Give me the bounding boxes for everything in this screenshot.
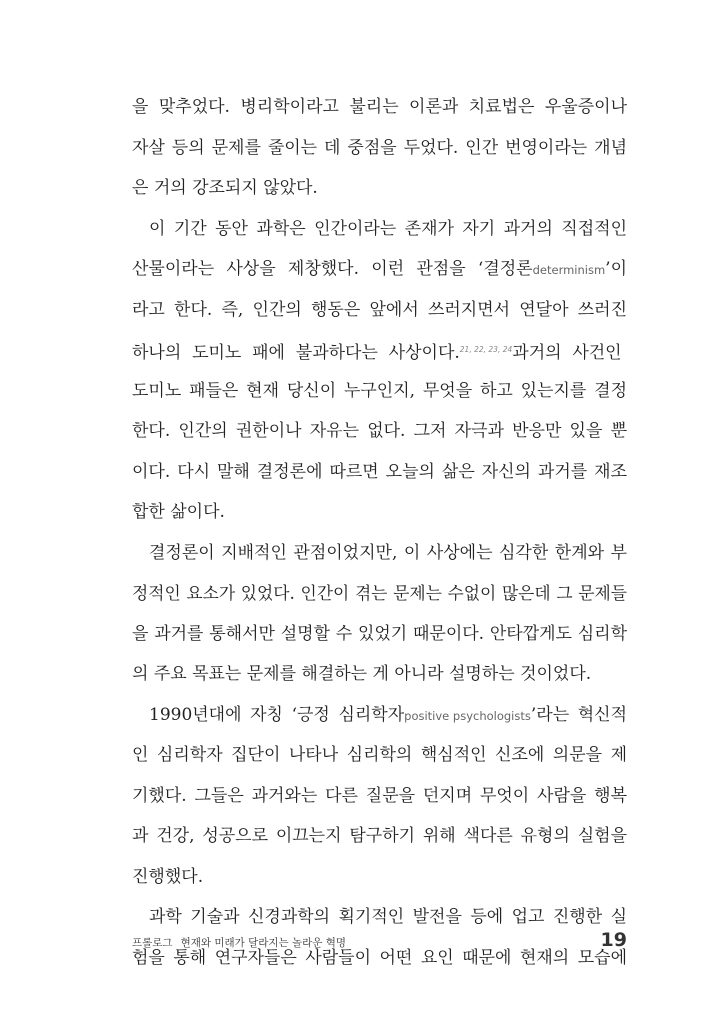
term-gloss: positive psychologists (404, 708, 531, 723)
text-line: 기했다. 그들은 과거와는 다른 질문을 던지며 무엇이 사람을 행복 (132, 785, 627, 806)
text-line: 합한 삶이다. (132, 502, 225, 522)
text-line: 을 맞추었다. 병리학이라고 불리는 이론과 치료법은 우울증이나 (132, 97, 627, 117)
text-line: 인 심리학자 집단이 나타나 심리학의 핵심적인 신조에 의문을 제 (132, 745, 627, 765)
paragraph (132, 533, 627, 695)
text-line: 라고 한다. 즉, 인간의 행동은 앞에서 쓰러지면서 연달아 쓰러진 (132, 299, 627, 320)
text-line: 을 과거를 통해서만 설명할 수 있었기 때문이다. 안타깝게도 심리학 (132, 623, 627, 644)
paragraph (132, 87, 627, 209)
text-line: 자살 등의 문제를 줄이는 데 중점을 두었다. 인간 번영이라는 개념 (132, 137, 627, 158)
page-number: 19 (600, 929, 627, 951)
text-line: 결정론이 지배적인 관점이었지만, 이 사상에는 심각한 한계와 부 (149, 542, 627, 563)
text-line: 하나의 도미노 패에 불과하다는 사상이다.21, 22, 23, 24과거의 사건인 (132, 330, 627, 371)
body-text (132, 87, 627, 978)
text-line: 진행했다. (132, 866, 204, 887)
paragraph (132, 209, 627, 533)
text-line: 정적인 요소가 있었다. 인간이 겪는 문제는 수없이 많은데 그 문제들 (132, 583, 627, 603)
text-line: 산물이라는 사상을 제창했다. 이런 관점을 ‘결정론determinism’이 (132, 249, 627, 290)
chapter-label: 프롤로그 (132, 937, 173, 949)
text-line: 도미노 패들은 현재 당신이 누구인지, 무엇을 하고 있는지를 결정 (132, 380, 627, 401)
book-title: 현재와 미래가 달라지는 놀라운 혁명 (180, 937, 347, 949)
text-line: 과학 기술과 신경과학의 획기적인 발전을 등에 업고 진행한 실 (149, 907, 627, 927)
text-line: 이 기간 동안 과학은 인간이라는 존재가 자기 과거의 직접적인 (149, 218, 627, 239)
text-line: 험을 통해 연구자들은 사람들이 어떤 요인 때문에 현재의 모습에 (132, 947, 627, 968)
citation-superscript: 21, 22, 23, 24 (459, 345, 513, 354)
text-line: 은 거의 강조되지 않았다. (132, 178, 318, 198)
paragraph (132, 695, 627, 898)
text-line: 과 건강, 성공으로 이끄는지 탐구하기 위해 색다른 유형의 실험을 (132, 826, 627, 846)
text-line: 1990년대에 자칭 ‘긍정 심리학자positive psychologists’라는 혁신적 (132, 695, 627, 736)
running-head (132, 935, 346, 950)
text-line: 한다. 인간의 권한이나 자유는 없다. 그저 자극과 반응만 있을 뿐 (132, 421, 627, 441)
page-footer (132, 929, 627, 959)
text-line: 이다. 다시 말해 결정론에 따르면 오늘의 삶은 자신의 과거를 재조 (132, 461, 627, 482)
term-gloss: determinism (532, 263, 606, 277)
text-line: 의 주요 목표는 문제를 해결하는 게 아니라 설명하는 것이었다. (132, 664, 592, 684)
